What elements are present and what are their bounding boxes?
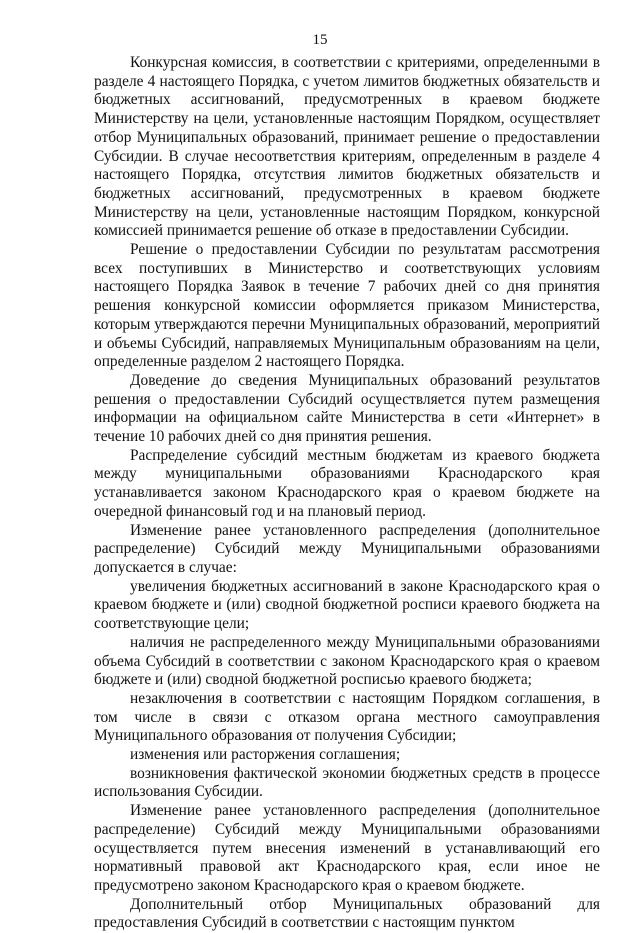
- list-item-increase-of-allocations: увеличения бюджетных ассигнований в законе Краснодарского края о краевом бюджете и (или) сводной бюджетной росписи краевого бюджета на соответствующие цели;: [94, 577, 600, 633]
- list-item-actual-savings: возникновения фактической экономии бюджетных средств в процессе использования Субсидии.: [94, 764, 600, 801]
- paragraph-notification-of-results: Доведение до сведения Муниципальных образований результатов решения о предоставлении Субсидий осуществляется путем размещения информации на официальном сайте Министерства в сети «Интернет» в течение 10 рабочих дней со дня принятия решения.: [94, 371, 600, 446]
- list-item-change-or-termination: изменения или расторжения соглашения;: [130, 746, 401, 764]
- paragraph-additional-selection: Дополнительный отбор Муниципальных образований для предоставления Субсидий в соответствии с настоящим пунктом: [94, 895, 600, 932]
- page-number: 15: [312, 32, 328, 48]
- paragraph-decision-on-subsidy: Решение о предоставлении Субсидии по результатам рассмотрения всех поступивших в Министерство и соответствующих условиям настоящего Порядка Заявок в течение 7 рабочих дней со дня принятия решения конкурсной комиссии оформляется приказом Министерства, которым утверждаются перечни Муниципальных образований, мероприятий и объемы Субсидий, направляемых Муниципальным образованиям на цели, определенные разделом 2 настоящего Порядка.: [94, 241, 600, 371]
- document-body: [94, 54, 600, 933]
- list-item-non-conclusion-of-agreement: незаключения в соответствии с настоящим Порядком соглашения, в том числе в связи с отказом органа местного самоуправления Муниципального образования от получения Субсидии;: [94, 689, 600, 745]
- paragraph-distribution-of-subsidies: Распределение субсидий местным бюджетам из краевого бюджета между муниципальными образованиями Краснодарского края устанавливается законом Краснодарского края о краевом бюджете на очередной финансовый год и на плановый период.: [94, 446, 600, 520]
- list-item-undistributed-volume: наличия не распределенного между Муниципальными образованиями объема Субсидий в соответствии с законом Краснодарского края о краевом бюджете и (или) сводной бюджетной росписью краевого бюджета;: [94, 633, 600, 689]
- paragraph-change-procedure: Изменение ранее установленного распределения (дополнительное распределение) Субсидий между Муниципальными образованиями осуществляется путем внесения изменений в устанавливающий его нормативный правовой акт Краснодарского края, если иное не предусмотрено законом Краснодарского края о краевом бюджете.: [94, 802, 600, 894]
- paragraph-change-of-distribution: Изменение ранее установленного распределения (дополнительное распределение) Субсидий между Муниципальными образованиями допускается в случае:: [94, 521, 600, 576]
- paragraph-competition-commission: Конкурсная комиссия, в соответствии с критериями, определенными в разделе 4 настоящего Порядка, с учетом лимитов бюджетных обязательств и бюджетных ассигнований, предусмотренных в краевом бюджете Министерству на цели, установленные настоящим Порядком, осуществляет отбор Муниципальных образований, принимает решение о предоставлении Субсидии. В случае несоответствия критериям, определенным в разделе 4 настоящего Порядка, отсутствия лимитов бюджетных обязательств и бюджетных ассигнований, предусмотренных в краевом бюджете Министерству на цели, установленные настоящим Порядком, конкурсной комиссией принимается решение об отказе в предоставлении Субсидии.: [94, 54, 600, 240]
